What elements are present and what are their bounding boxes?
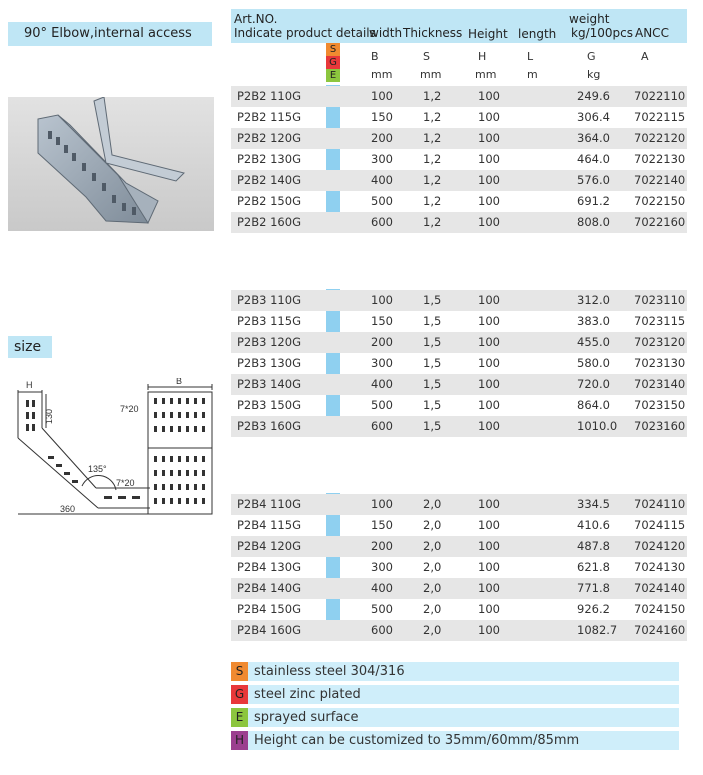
size-label: size	[8, 336, 52, 358]
cell-width: 300	[371, 152, 393, 166]
cell-width: 400	[371, 581, 393, 595]
cell-height: 100	[478, 419, 500, 433]
cell-art: P2B3 120G	[237, 335, 301, 349]
cell-art: P2B4 130G	[237, 560, 301, 574]
cell-art: P2B4 110G	[237, 497, 301, 511]
legend-text: sprayed surface	[254, 710, 359, 725]
cell-width: 400	[371, 377, 393, 391]
cell-art: P2B2 130G	[237, 152, 301, 166]
cell-thickness: 1,5	[423, 377, 442, 391]
cell-weight: 1082.7	[577, 623, 618, 637]
cell-ancc: 7023150	[634, 398, 686, 412]
cell-thickness: 2,0	[423, 560, 442, 574]
cell-thickness: 1,2	[423, 173, 442, 187]
cell-height: 100	[478, 356, 500, 370]
cell-height: 100	[478, 497, 500, 511]
table-header	[231, 9, 687, 43]
cell-width: 600	[371, 215, 393, 229]
cell-height: 100	[478, 131, 500, 145]
cell-ancc: 7022150	[634, 194, 686, 208]
cell-weight: 808.0	[577, 215, 610, 229]
cell-width: 400	[371, 173, 393, 187]
drawing-hole-top: 7*20	[120, 404, 139, 414]
cell-ancc: 7022120	[634, 131, 686, 145]
table-row	[231, 395, 687, 416]
cell-thickness: 1,5	[423, 314, 442, 328]
cell-thickness: 2,0	[423, 539, 442, 553]
cell-ancc: 7023160	[634, 419, 686, 433]
product-title: 90° Elbow,internal access	[8, 22, 212, 46]
table-row	[231, 86, 687, 107]
header-width: width	[369, 26, 403, 40]
cell-height: 100	[478, 194, 500, 208]
cell-weight: 312.0	[577, 293, 610, 307]
cell-thickness: 1,5	[423, 293, 442, 307]
drawing-h-label: H	[26, 380, 33, 390]
cell-thickness: 1,2	[423, 194, 442, 208]
cell-height: 100	[478, 293, 500, 307]
cell-art: P2B4 150G	[237, 602, 301, 616]
legend-item-s	[231, 662, 679, 681]
table-row	[231, 515, 687, 536]
cell-art: P2B4 120G	[237, 539, 301, 553]
code-g: G	[587, 50, 596, 63]
table-row	[231, 290, 687, 311]
cell-height: 100	[478, 89, 500, 103]
code-h: H	[478, 50, 487, 63]
cell-height: 100	[478, 173, 500, 187]
cell-width: 200	[371, 335, 393, 349]
cell-thickness: 1,2	[423, 152, 442, 166]
header-height: Height	[468, 27, 508, 41]
cell-art: P2B4 140G	[237, 581, 301, 595]
unit-b: mm	[371, 68, 393, 81]
cell-art: P2B2 115G	[237, 110, 301, 124]
cell-height: 100	[478, 560, 500, 574]
stripe-letter-g: G	[326, 56, 340, 69]
legend-item-h	[231, 731, 679, 750]
cell-weight: 364.0	[577, 131, 610, 145]
header-weight: weight	[569, 12, 610, 26]
legend-letter: E	[231, 708, 248, 727]
header-weight-unit: kg/100pcs	[571, 26, 633, 40]
drawing-dim-130: 130	[44, 408, 54, 424]
cell-thickness: 1,5	[423, 398, 442, 412]
table-row	[231, 599, 687, 620]
cell-thickness: 2,0	[423, 497, 442, 511]
cell-ancc: 7022130	[634, 152, 686, 166]
cell-art: P2B3 150G	[237, 398, 301, 412]
header-ancc: ANCC	[635, 26, 669, 40]
table-row	[231, 191, 687, 212]
cell-art: P2B3 140G	[237, 377, 301, 391]
cell-width: 500	[371, 398, 393, 412]
cell-weight: 334.5	[577, 497, 610, 511]
code-a: A	[641, 50, 649, 63]
table-row	[231, 170, 687, 191]
cell-ancc: 7024115	[634, 518, 686, 532]
cell-ancc: 7022110	[634, 89, 686, 103]
cell-art: P2B2 120G	[237, 131, 301, 145]
header-art-no: Art.NO.	[234, 12, 278, 26]
table-row	[231, 332, 687, 353]
cell-thickness: 1,5	[423, 419, 442, 433]
table-row	[231, 212, 687, 233]
cell-weight: 691.2	[577, 194, 610, 208]
legend-text: Height can be customized to 35mm/60mm/85mm	[254, 733, 580, 748]
legend-text: stainless steel 304/316	[254, 664, 405, 679]
table-row	[231, 536, 687, 557]
unit-l: m	[527, 68, 538, 81]
unit-s: mm	[420, 68, 442, 81]
cell-weight: 771.8	[577, 581, 610, 595]
drawing-angle: 135°	[88, 464, 107, 474]
cell-thickness: 1,2	[423, 215, 442, 229]
code-l: L	[527, 50, 534, 63]
cell-ancc: 7023130	[634, 356, 686, 370]
table-row	[231, 107, 687, 128]
cell-thickness: 1,2	[423, 131, 442, 145]
cell-weight: 1010.0	[577, 419, 618, 433]
dimension-drawing	[8, 378, 220, 518]
table-row	[231, 374, 687, 395]
cell-width: 500	[371, 194, 393, 208]
cell-ancc: 7024110	[634, 497, 686, 511]
cell-thickness: 2,0	[423, 581, 442, 595]
cell-height: 100	[478, 335, 500, 349]
cell-ancc: 7024140	[634, 581, 686, 595]
cell-weight: 306.4	[577, 110, 610, 124]
cell-art: P2B2 160G	[237, 215, 301, 229]
table-row	[231, 620, 687, 641]
drawing-b-label: B	[176, 378, 183, 386]
cell-ancc: 7023115	[634, 314, 686, 328]
cell-thickness: 2,0	[423, 602, 442, 616]
unit-h: mm	[475, 68, 497, 81]
cell-height: 100	[478, 518, 500, 532]
cell-weight: 487.8	[577, 539, 610, 553]
legend-text: steel zinc plated	[254, 687, 361, 702]
cell-height: 100	[478, 110, 500, 124]
cell-height: 100	[478, 539, 500, 553]
cell-ancc: 7023120	[634, 335, 686, 349]
cell-width: 150	[371, 110, 393, 124]
header-length: length	[518, 27, 557, 41]
cell-weight: 249.6	[577, 89, 610, 103]
cell-art: P2B3 130G	[237, 356, 301, 370]
cell-art: P2B2 140G	[237, 173, 301, 187]
cell-width: 600	[371, 623, 393, 637]
cell-weight: 464.0	[577, 152, 610, 166]
legend-letter: H	[231, 731, 248, 750]
drawing-hole-bottom: 7*20	[116, 478, 135, 488]
cell-thickness: 1,5	[423, 335, 442, 349]
code-s: S	[423, 50, 430, 63]
cell-thickness: 1,5	[423, 356, 442, 370]
cell-width: 300	[371, 356, 393, 370]
cell-weight: 580.0	[577, 356, 610, 370]
legend-letter: S	[231, 662, 248, 681]
table-row	[231, 149, 687, 170]
cell-ancc: 7023110	[634, 293, 686, 307]
cell-width: 300	[371, 560, 393, 574]
cell-ancc: 7024150	[634, 602, 686, 616]
stripe-letter-e: E	[326, 69, 340, 82]
cell-height: 100	[478, 581, 500, 595]
cell-height: 100	[478, 314, 500, 328]
cell-height: 100	[478, 602, 500, 616]
elbow-photo-graphic	[8, 97, 214, 231]
cell-height: 100	[478, 215, 500, 229]
header-thickness: Thickness	[403, 26, 463, 40]
cell-thickness: 1,2	[423, 110, 442, 124]
cell-width: 200	[371, 131, 393, 145]
stripe-letter-s: S	[326, 43, 340, 56]
unit-g: kg	[587, 68, 601, 81]
table-row	[231, 494, 687, 515]
cell-art: P2B2 150G	[237, 194, 301, 208]
cell-art: P2B2 110G	[237, 89, 301, 103]
cell-ancc: 7022115	[634, 110, 686, 124]
cell-ancc: 7022140	[634, 173, 686, 187]
cell-thickness: 2,0	[423, 623, 442, 637]
cell-ancc: 7024160	[634, 623, 686, 637]
cell-thickness: 1,2	[423, 89, 442, 103]
cell-thickness: 2,0	[423, 518, 442, 532]
cell-weight: 576.0	[577, 173, 610, 187]
cell-width: 100	[371, 89, 393, 103]
cell-ancc: 7023140	[634, 377, 686, 391]
table-row	[231, 557, 687, 578]
table-row	[231, 353, 687, 374]
cell-width: 100	[371, 497, 393, 511]
cell-weight: 621.8	[577, 560, 610, 574]
cell-height: 100	[478, 152, 500, 166]
cell-art: P2B4 160G	[237, 623, 301, 637]
cell-height: 100	[478, 377, 500, 391]
cell-width: 150	[371, 314, 393, 328]
product-photo	[8, 97, 214, 231]
cell-width: 150	[371, 518, 393, 532]
cell-width: 600	[371, 419, 393, 433]
legend-letter: G	[231, 685, 248, 704]
cell-art: P2B4 115G	[237, 518, 301, 532]
table-row	[231, 128, 687, 149]
cell-art: P2B3 160G	[237, 419, 301, 433]
cell-width: 500	[371, 602, 393, 616]
cell-height: 100	[478, 398, 500, 412]
cell-weight: 864.0	[577, 398, 610, 412]
cell-ancc: 7024120	[634, 539, 686, 553]
cell-ancc: 7022160	[634, 215, 686, 229]
cell-weight: 720.0	[577, 377, 610, 391]
legend-item-g	[231, 685, 679, 704]
cell-ancc: 7024130	[634, 560, 686, 574]
table-row	[231, 311, 687, 332]
header-indicate: Indicate product details	[234, 26, 376, 40]
legend-item-e	[231, 708, 679, 727]
cell-width: 200	[371, 539, 393, 553]
cell-weight: 926.2	[577, 602, 610, 616]
cell-width: 100	[371, 293, 393, 307]
cell-art: P2B3 110G	[237, 293, 301, 307]
cell-weight: 383.0	[577, 314, 610, 328]
table-row	[231, 416, 687, 437]
drawing-length: 360	[60, 504, 76, 514]
cell-height: 100	[478, 623, 500, 637]
table-row	[231, 578, 687, 599]
cell-art: P2B3 115G	[237, 314, 301, 328]
cell-weight: 410.6	[577, 518, 610, 532]
code-b: B	[371, 50, 379, 63]
cell-weight: 455.0	[577, 335, 610, 349]
